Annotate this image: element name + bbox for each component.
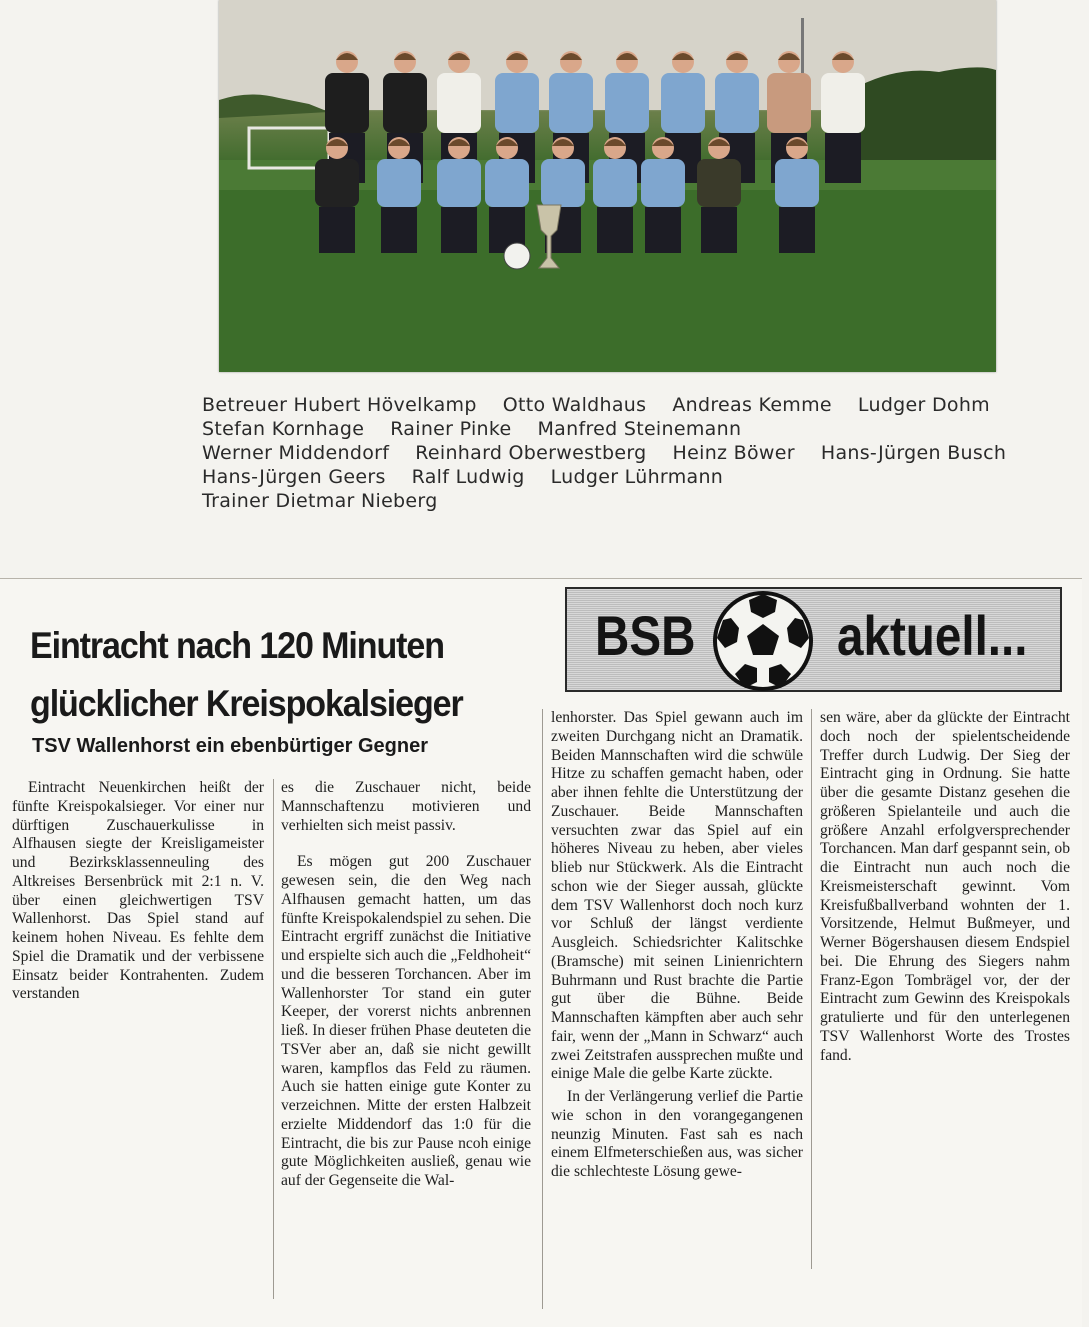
caption-name: Reinhard Oberwestberg [415,442,647,464]
team-photo [219,0,996,372]
team-photo-illustration [219,0,996,372]
bsb-aktuell-logo [565,587,1062,692]
caption-name: Trainer Dietmar Nieberg [202,490,438,512]
photo-caption [202,393,1032,513]
article-column-4 [820,709,1070,1065]
caption-row [202,393,1032,417]
caption-name: Werner Middendorf [202,442,390,464]
caption-name: Ralf Ludwig [411,466,525,488]
article-column-1 [12,779,264,1004]
caption-name: Ludger Lührmann [550,466,724,488]
caption-name: Stefan Kornhage [202,418,365,440]
caption-name: Hans-Jürgen Geers [202,466,386,488]
newspaper-clipping [0,578,1082,1327]
caption-name: Betreuer Hubert Hövelkamp [202,394,477,416]
column-divider [542,709,543,1309]
article-paragraph: In der Verlängerung verlief die Partie wie schon in den vorangegangenen neunzig Minuten. Fast sah es nach einem Elfmeterschießen aus, was sicher die schlechteste Lösung gewe- [551,1088,803,1180]
caption-name: Andreas Kemme [672,394,832,416]
article-subhead: TSV Wallenhorst ein ebenbürtiger Gegner [32,735,428,757]
article-column-2 [281,779,531,1191]
caption-name: Ludger Dohm [857,394,990,416]
caption-name: Manfred Steinemann [537,418,742,440]
column-divider [273,779,274,1299]
caption-name: Otto Waldhaus [502,394,647,416]
caption-name: Rainer Pinke [390,418,512,440]
article-headline [30,617,463,733]
column-divider [811,709,812,1269]
article-paragraph: Es mögen gut 200 Zuschauer gewesen sein, die den Weg nach Alfhausen gemacht hatten, um das fünfte Kreispokalendspiel zu sehen. Die Eintracht ergriff zunächst die Initiative und erspielte sich auch die „Feldhoheit“ und die besseren Torchancen. Aber im Wallenhorster Tor stand ein guter Keeper, der vorerst nichts anbrennen ließ. In dieser frühen Phase deuteten die TSVer aber an, daß sie nicht gewillt waren, kampflos das Feld zu räumen. Auch sie hatten einige gute Konter zu verzeichnen. Mitte der ersten Halbzeit erzielte Middendorf das 1:0 für die Eintracht, die bis zur Pause ncoh einige gute Möglichkeiten ausließ, genau wie auf der Gegenseite die Wal- [281,853,531,1189]
caption-row [202,417,1032,441]
soccer-ball-icon [705,590,821,692]
article-paragraph: sen wäre, aber da glückte der Eintracht doch noch der spielentscheidende Treffer durch Ludwig. Der Sieg der Eintracht ging in Ordnung. Sie hatte über die gesamte Distanz gesehen die größeren Spielanteile und auch die größere Anzahl erfolgversprechender Torchancen. Man darf gespannt sein, ob die Eintracht nun auch noch die Kreismeisterschaft gewinnt. Vom Kreisfußballverband wohnten der 1. Vorsitzende, Helmut Bußmeyer, und Werner Bögershausen diesem Endspiel bei. Die Ehrung des Siegers nahm Franz-Egon Tombrägel vor, der der Eintracht zum Gewinn des Kreispokals gratulierte und für den unterlegenen TSV Wallenhorst Worte des Trostes fand. [820,709,1070,1064]
headline-line: glücklicher Kreispokalsieger [30,683,463,724]
caption-row [202,441,1032,465]
article-column-3 [551,709,803,1182]
logo-right-word: aktuell... [837,604,1028,667]
caption-name: Heinz Böwer [672,442,795,464]
logo-left-word: BSB [595,604,696,667]
headline-line: Eintracht nach 120 Minuten [30,625,444,666]
article-paragraph: lenhorster. Das Spiel gewann auch im zweiten Durchgang nicht an Dramatik. Beiden Mannschaften wird die schwüle Hitze zu schaffen gemacht haben, oder aber ihnen fehlte die Unterstützung der Zuschauer. Beide Mannschaften versuchten zwar das Spiel auf ein höheres Niveau zu heben, aber vieles blieb nur Stückwerk. Als die Eintracht schon wie der Sieger aussah, glückte dem TSV Wallenhorst doch noch kurz vor Schluß der längst verdiente Ausgleich. Schiedsrichter Kalitschke (Bramsche) mit seinen Linienrichtern Buhrmann und Rust brachte die Partie gut über die Bühne. Beide Mannschaften kämpften aber auch sehr fair, wenn der „Mann in Schwarz“ auch zwei Zeitstrafen aussprechen mußte und einige Male die gelbe Karte zückte. [551,709,803,1083]
caption-name: Hans-Jürgen Busch [820,442,1007,464]
article-paragraph: Eintracht Neuenkirchen heißt der fünfte Kreispokalsieger. Vor einer nur dürftigen Zuschauerkulisse in Alfhausen siegte der Kreisligameister und Bezirksklassenneuling des Altkreises Bersenbrück mit 2:1 n. V. über einen gleichwertigen TSV Wallenhorst. Das Spiel stand auf keinem hohen Niveau. Es fehlte dem Spiel die Dramatik und der verbissene Einsatz beider Kontrahenten. Zudem verstanden [12,779,264,1003]
caption-row [202,489,1032,513]
article-paragraph: es die Zuschauer nicht, beide Mannschaftenzu motivieren und verhielten sich meist passiv. [281,779,531,834]
caption-row [202,465,1032,489]
